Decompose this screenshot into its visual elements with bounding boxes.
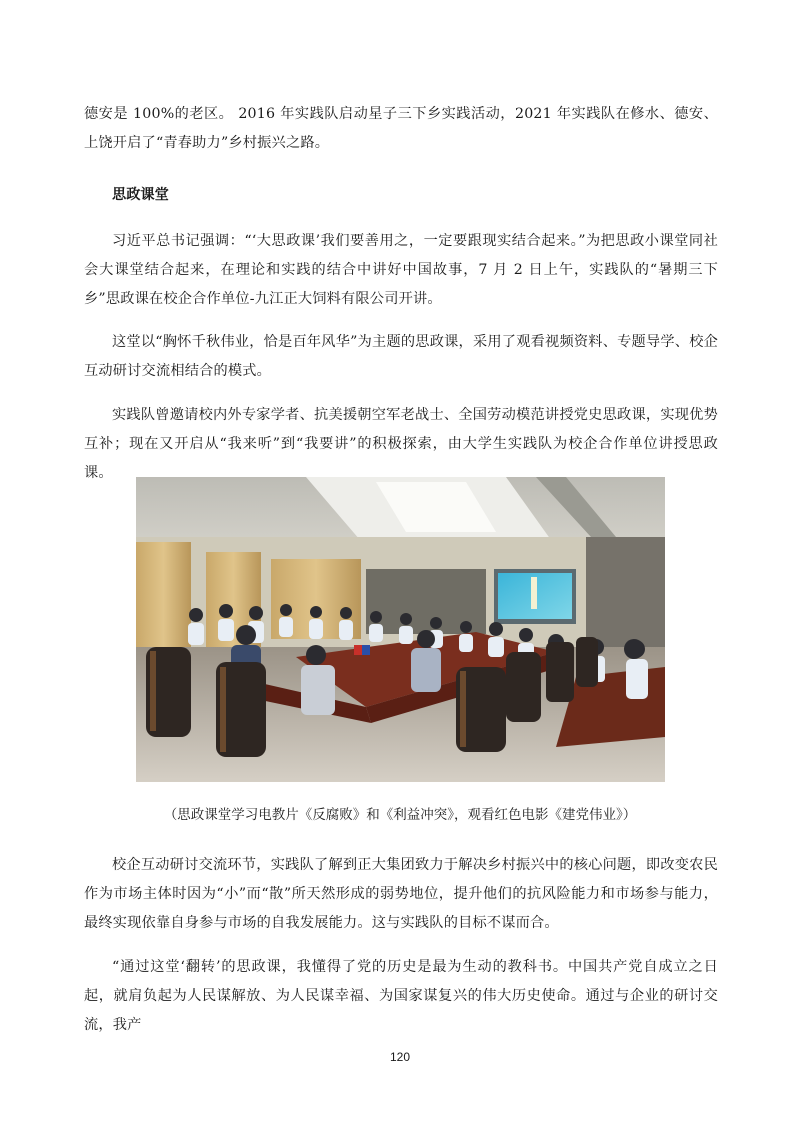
paragraph-xi-quote: 习近平总书记强调：“‘大思政课’我们要善用之，一定要跟现实结合起来。”为把思政小课堂同社会大课堂结合起来，在理论和实践的结合中讲好中国故事，7 月 2 日上午，实践队的“暑期三下乡”思政课在校企合作单位-九江正大饲料有限公司开讲。 [84, 233, 718, 307]
meeting-photo [136, 477, 665, 782]
paragraph-intro: 德安是 100%的老区。 2016 年实践队启动星子三下乡实践活动，2021 年实践队在修水、德安、上饶开启了“青春助力”乡村振兴之路。 [84, 106, 718, 151]
paragraph-experts: 实践队曾邀请校内外专家学者、抗美援朝空军老战士、全国劳动模范讲授党史思政课，实现优势互补；现在又开启从“我来听”到“我要讲”的积极探索，由大学生实践队为校企合作单位讲授思政课。 [84, 407, 718, 481]
page-number: 120 [389, 1050, 411, 1064]
paragraph-interaction: 校企互动研讨交流环节，实践队了解到正大集团致力于解决乡村振兴中的核心问题，即改变农民作为市场主体时因为“小”而“散”所天然形成的弱势地位，提升他们的抗风险能力和市场参与能力，最终实现依靠自身参与市场的自我发展能力。这与实践队的目标不谋而合。 [84, 857, 718, 931]
paragraph-student-quote: “通过这堂‘翻转’的思政课，我懂得了党的历史是最为生动的教科书。中国共产党自成立之日起，就肩负起为人民谋解放、为人民谋幸福、为国家谋复兴的伟大历史使命。通过与企业的研讨交流，我产 [84, 959, 718, 1033]
section-heading: 思政课堂 [112, 187, 169, 203]
photo-caption: （思政课堂学习电教片《反腐败》和《利益冲突》，观看红色电影《建党伟业》） [163, 807, 637, 823]
paragraph-theme: 这堂以“胸怀千秋伟业，恰是百年风华”为主题的思政课，采用了观看视频资料、专题导学、校企互动研讨交流相结合的模式。 [84, 334, 718, 379]
